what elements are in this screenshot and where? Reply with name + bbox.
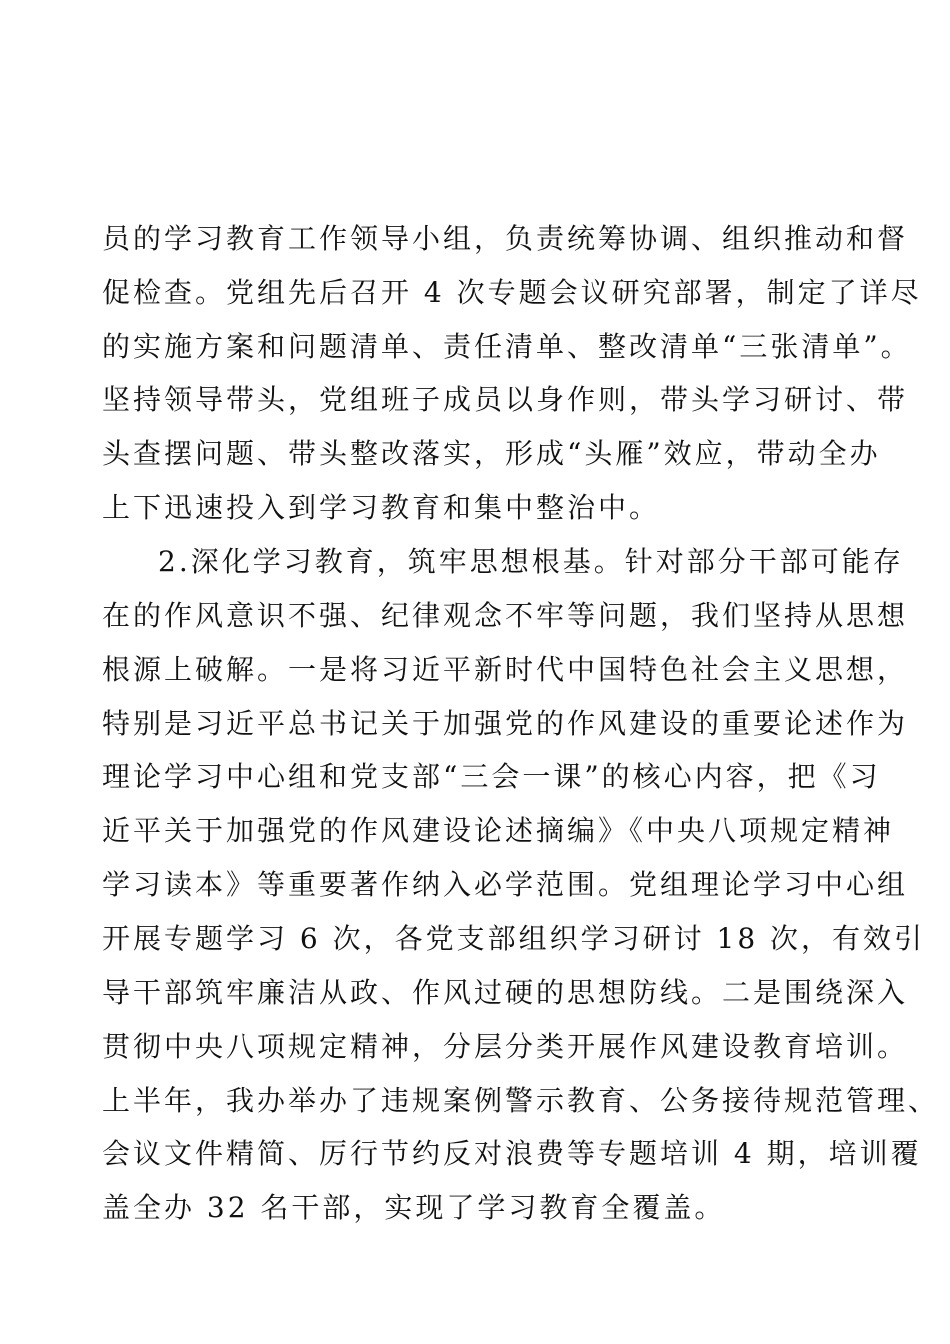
text-line: 上下迅速投入到学习教育和集中整治中。 [102,491,661,524]
text-line: 上半年，我办举办了违规案例警示教育、公务接待规范管理、 [102,1084,940,1117]
text-line: 头查摆问题、带头整改落实，形成“头雁”效应，带动全办 [102,437,881,470]
text-line: 根源上破解。一是将习近平新时代中国特色社会主义思想， [102,653,909,686]
text-line: 特别是习近平总书记关于加强党的作风建设的重要论述作为 [102,707,909,740]
text-line: 理论学习中心组和党支部“三会一课”的核心内容，把《习 [102,760,881,793]
text-line: 在的作风意识不强、纪律观念不牢等问题，我们坚持从思想 [102,599,909,632]
text-line: 会议文件精简、厉行节约反对浪费等专题培训 4 期，培训覆 [102,1137,922,1170]
paragraph-heading-line: 2.深化学习教育，筑牢思想根基。针对部分干部可能存 [158,545,904,578]
text-line: 学习读本》等重要著作纳入必学范围。党组理论学习中心组 [102,868,909,901]
text-line: 导干部筑牢廉洁从政、作风过硬的思想防线。二是围绕深入 [102,976,909,1009]
text-line: 的实施方案和问题清单、责任清单、整改清单“三张清单”。 [102,330,912,363]
text-line: 坚持领导带头，党组班子成员以身作则，带头学习研讨、带 [102,383,909,416]
text-line: 促检查。党组先后召开 4 次专题会议研究部署，制定了详尽 [102,276,922,309]
text-line: 员的学习教育工作领导小组，负责统筹协调、组织推动和督 [102,222,909,255]
text-line: 盖全办 32 名干部，实现了学习教育全覆盖。 [102,1191,726,1224]
text-line: 近平关于加强党的作风建设论述摘编》《中央八项规定精神 [102,814,895,847]
text-line: 开展专题学习 6 次，各党支部组织学习研讨 18 次，有效引 [102,922,926,955]
text-line: 贯彻中央八项规定精神，分层分类开展作风建设教育培训。 [102,1030,909,1063]
